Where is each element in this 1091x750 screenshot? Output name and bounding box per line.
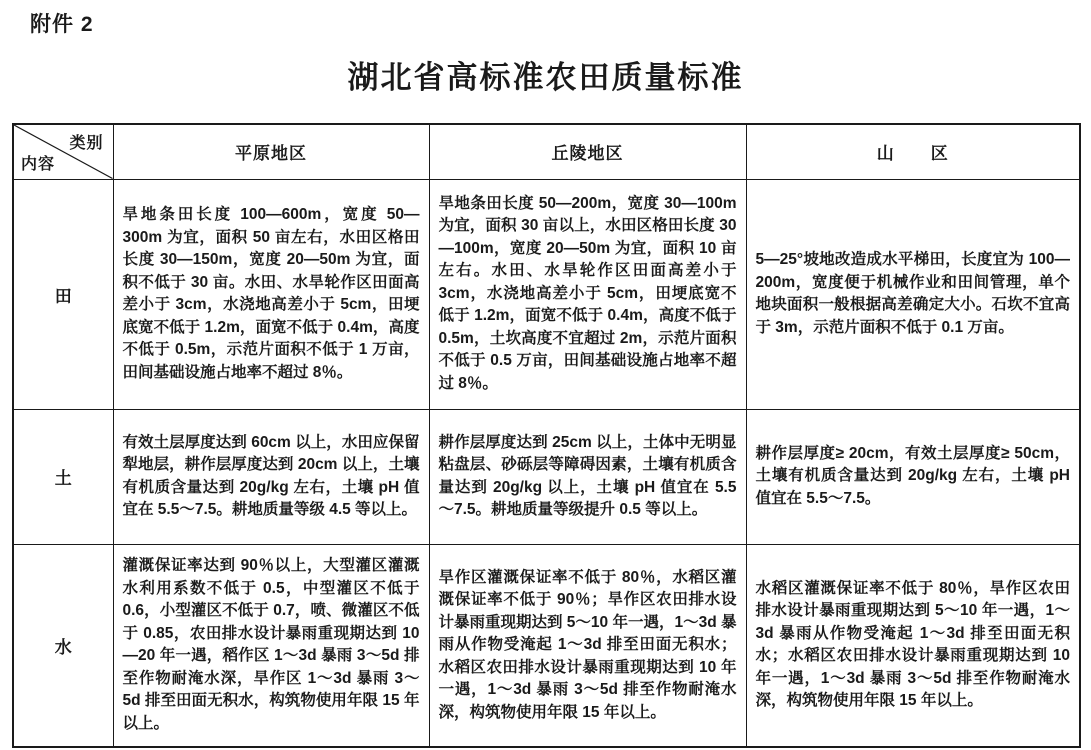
corner-category-label: 类别 xyxy=(69,135,104,152)
cell-soil-plain: 有效土层厚度达到 60cm 以上，水田应保留犁地层，耕作层厚度达到 20cm 以上，土壤有机质含量达到 20g/kg 左右，土壤 pH 值宜在 5.5～7.5。耕地质量等级 4.5 等以上。 xyxy=(113,409,429,544)
row-label-field: 田 xyxy=(13,179,113,409)
column-header-hilly-area: 丘陵地区 xyxy=(429,124,746,179)
corner-content-label: 内容 xyxy=(21,155,56,173)
page-title: 湖北省高标准农田质量标准 xyxy=(347,60,744,95)
cell-soil-mountain: 耕作层厚度≥ 20cm，有效土层厚度≥ 50cm，土壤有机质含量达到 20g/kg 左右，土壤 pH 值宜在 5.5～7.5。 xyxy=(746,409,1080,544)
column-header-plain-area: 平原地区 xyxy=(113,124,429,179)
table-row-field xyxy=(13,179,1080,409)
cell-field-plain: 旱地条田长度 100—600m，宽度 50—300m 为宜，面积 50 亩左右，水田区格田长度 30—150m，宽度 20—50m 为宜，面积不低于 30 亩。水田、水旱轮作区田面高差小于 3cm，水浇地高差小于 5cm，田埂底宽不低于 1.2m，面宽不低于 0.4m，高度不低于 0.5m，示范片面积不低于 1 万亩，田间基础设施占地率不超过 8％。 xyxy=(113,179,429,409)
cell-field-mountain: 5—25°坡地改造成水平梯田，长度宜为 100—200m，宽度便于机械作业和田间管理，单个地块面积一般根据高差确定大小。石坎不宜高于 3m，示范片面积不低于 0.1 万亩。 xyxy=(746,179,1080,409)
cell-water-hilly: 旱作区灌溉保证率不低于 80％，水稻区灌溉保证率不低于 90％；旱作区农田排水设计暴雨重现期达到 5～10 年一遇，1～3d 暴雨从作物受淹起 1～3d 排至田面无积水；水稻区农田排水设计暴雨重现期达到 10 年一遇，1～3d 暴雨 3～5d 排至作物耐淹水深，构筑物使用年限 15 年以上。 xyxy=(429,544,746,747)
row-label-water: 水 xyxy=(13,544,113,747)
attachment-label: 附件 2 xyxy=(30,13,94,36)
cell-water-mountain: 水稻区灌溉保证率不低于 80％，旱作区农田排水设计暴雨重现期达到 5～10 年一遇，1～3d 暴雨从作物受淹起 1～3d 排至田面无积水；水稻区农田排水设计暴雨重现期达到 10 年一遇，1～3d 暴雨 3～5d 排至作物耐淹水深，构筑物使用年限 15 年以上。 xyxy=(746,544,1080,747)
row-label-soil: 土 xyxy=(13,409,113,544)
cell-field-hilly: 旱地条田长度 50—200m，宽度 30—100m 为宜，面积 30 亩以上，水田区格田长度 30—100m，宽度 20—50m 为宜，面积 10 亩左右。水田、水旱轮作区田面高差小于 3cm，水浇地高差小于 5cm，田埂底宽不低于 1.2m，面宽不低于 0.4m，高度不低于 0.5m，土坎高度不宜超过 2m，示范片面积不低于 0.5 万亩，田间基础设施占地率不超过 8％。 xyxy=(429,179,746,409)
standards-table xyxy=(12,123,1081,748)
corner-header-cell xyxy=(13,124,113,179)
table-header-row xyxy=(13,124,1080,179)
column-header-mountain-area: 山 区 xyxy=(746,124,1080,179)
table-row-water xyxy=(13,544,1080,747)
cell-soil-hilly: 耕作层厚度达到 25cm 以上，土体中无明显粘盘层、砂砾层等障碍因素，土壤有机质含量达到 20g/kg 以上，土壤 pH 值宜在 5.5～7.5。耕地质量等级提升 0.5 等以上。 xyxy=(429,409,746,544)
cell-water-plain: 灌溉保证率达到 90％以上，大型灌区灌溉水利用系数不低于 0.5，中型灌区不低于 0.6，小型灌区不低于 0.7，喷、微灌区不低于 0.85，农田排水设计暴雨重现期达到 10—20 年一遇，稻作区 1～3d 暴雨 3～5d 排至作物耐淹水深，旱作区 1～3d 暴雨 3～5d 排至田面无积水，构筑物使用年限 15 年以上。 xyxy=(113,544,429,747)
table-row-soil xyxy=(13,409,1080,544)
